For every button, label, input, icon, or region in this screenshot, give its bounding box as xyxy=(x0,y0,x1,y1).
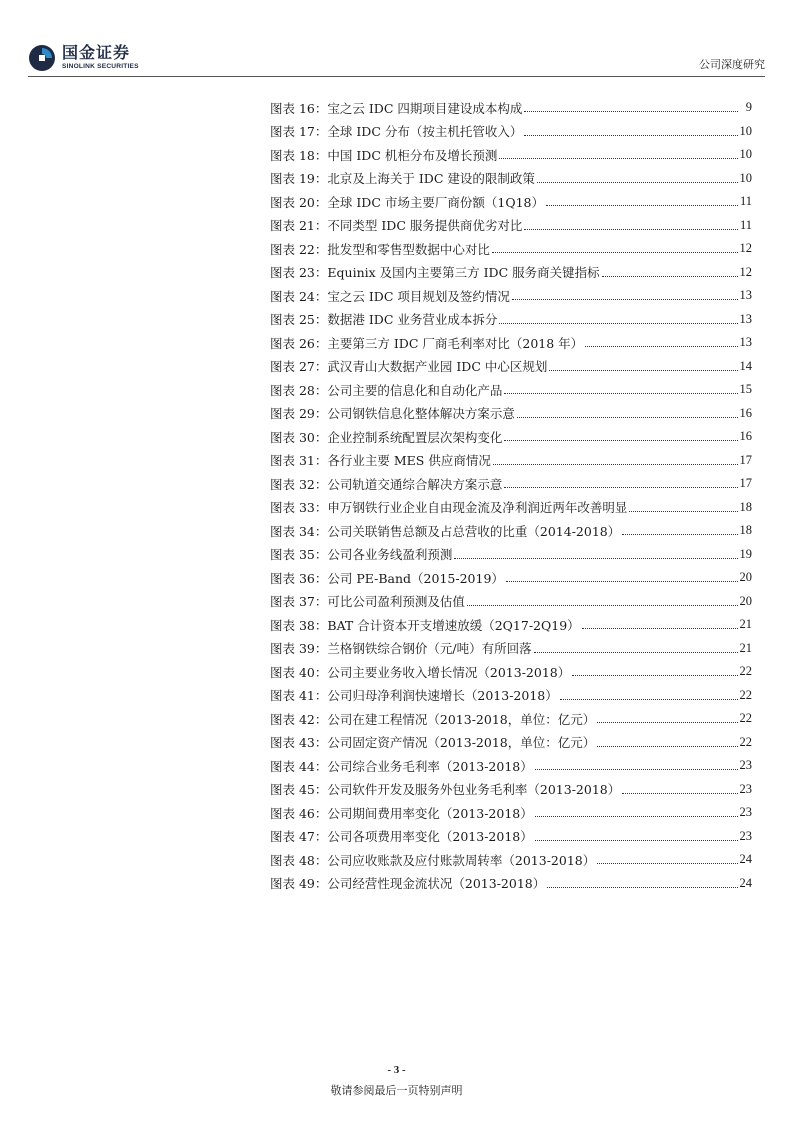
toc-entry-label: 图表 23： xyxy=(270,265,328,281)
toc-entry-page: 22 xyxy=(739,734,752,749)
toc-entry-label: 图表 17： xyxy=(270,124,328,140)
toc-entry-label: 图表 18： xyxy=(270,147,328,163)
toc-entry-title: 公司钢铁信息化整体解决方案示意 xyxy=(327,406,515,422)
toc-entry-page: 13 xyxy=(739,335,752,350)
toc-entry-title: 全球 IDC 市场主要厂商份额（1Q18） xyxy=(327,194,544,210)
toc-entry[interactable] xyxy=(270,566,752,590)
toc-entry[interactable] xyxy=(270,261,752,285)
toc-entry-label: 图表 27： xyxy=(270,359,328,375)
toc-entry-label: 图表 45： xyxy=(270,782,328,798)
company-logo xyxy=(28,44,139,72)
toc-entry-title: 主要第三方 IDC 厂商毛利率对比（2018 年） xyxy=(327,335,584,351)
toc-entry[interactable] xyxy=(270,425,752,449)
toc-entry-title: 数据港 IDC 业务营业成本拆分 xyxy=(327,312,498,328)
logo-chinese-name: 国金证券 xyxy=(62,43,131,63)
toc-entry-page: 13 xyxy=(739,311,752,326)
toc-dot-leader xyxy=(504,487,737,488)
toc-entry-title: 北京及上海关于 IDC 建设的限制政策 xyxy=(327,171,535,187)
toc-entry-page: 15 xyxy=(739,382,752,397)
toc-dot-leader xyxy=(546,205,738,206)
toc-entry[interactable] xyxy=(270,96,752,120)
toc-entry-label: 图表 44： xyxy=(270,758,328,774)
toc-entry-title: 不同类型 IDC 服务提供商优劣对比 xyxy=(327,218,523,234)
toc-entry-title: 宝之云 IDC 项目规划及签约情况 xyxy=(327,288,510,304)
toc-dot-leader xyxy=(629,511,737,512)
toc-entry[interactable] xyxy=(270,801,752,825)
toc-entry-page: 16 xyxy=(739,405,752,420)
toc-entry-title: 公司 PE-Band（2015-2019） xyxy=(327,570,504,586)
toc-entry-title: 公司期间费用率变化（2013-2018） xyxy=(327,805,533,821)
toc-entry[interactable] xyxy=(270,472,752,496)
toc-entry-title: 公司综合业务毛利率（2013-2018） xyxy=(327,758,533,774)
toc-entry-title: 公司应收账款及应付账款周转率（2013-2018） xyxy=(327,852,596,868)
toc-dot-leader xyxy=(493,464,738,465)
toc-entry-title: 可比公司盈利预测及估值 xyxy=(327,594,465,610)
toc-entry-page: 22 xyxy=(739,711,752,726)
toc-entry-page: 23 xyxy=(739,805,752,820)
toc-entry-label: 图表 39： xyxy=(270,641,328,657)
toc-dot-leader xyxy=(622,534,737,535)
toc-entry[interactable] xyxy=(270,731,752,755)
toc-entry-page: 24 xyxy=(739,875,752,890)
toc-entry-label: 图表 16： xyxy=(270,100,328,116)
toc-entry-title: 中国 IDC 机柜分布及增长预测 xyxy=(327,147,498,163)
toc-entry[interactable] xyxy=(270,449,752,473)
toc-entry-title: 申万钢铁行业企业自由现金流及净利润近两年改善明显 xyxy=(327,500,628,516)
toc-entry-page: 23 xyxy=(739,758,752,773)
toc-dot-leader xyxy=(504,393,737,394)
toc-entry-page: 11 xyxy=(739,194,752,209)
toc-entry-title: 公司固定资产情况（2013-2018，单位：亿元） xyxy=(327,735,596,751)
toc-dot-leader xyxy=(506,581,738,582)
toc-entry-page: 12 xyxy=(739,241,752,256)
toc-entry-label: 图表 31： xyxy=(270,453,328,469)
toc-entry-page: 22 xyxy=(739,664,752,679)
toc-entry[interactable] xyxy=(270,872,752,896)
toc-entry-page: 24 xyxy=(739,852,752,867)
toc-dot-leader xyxy=(535,769,738,770)
toc-entry[interactable] xyxy=(270,143,752,167)
toc-entry-label: 图表 22： xyxy=(270,241,328,257)
toc-entry[interactable] xyxy=(270,331,752,355)
toc-entry-label: 图表 24： xyxy=(270,288,328,304)
toc-entry-page: 10 xyxy=(739,147,752,162)
toc-entry-page: 11 xyxy=(739,217,752,232)
toc-entry-page: 19 xyxy=(739,546,752,561)
toc-entry-page: 17 xyxy=(739,452,752,467)
toc-entry[interactable] xyxy=(270,637,752,661)
toc-entry[interactable] xyxy=(270,543,752,567)
toc-entry-title: 武汉青山大数据产业园 IDC 中心区规划 xyxy=(327,359,548,375)
toc-entry-label: 图表 48： xyxy=(270,852,328,868)
toc-dot-leader xyxy=(547,887,737,888)
toc-entry-page: 20 xyxy=(739,570,752,585)
toc-entry[interactable] xyxy=(270,355,752,379)
toc-entry[interactable] xyxy=(270,237,752,261)
toc-entry-label: 图表 46： xyxy=(270,805,328,821)
toc-entry-title: 宝之云 IDC 四期项目建设成本构成 xyxy=(327,100,523,116)
toc-entry-title: 全球 IDC 分布（按主机托管收入） xyxy=(327,124,523,140)
toc-entry-title: 批发型和零售型数据中心对比 xyxy=(327,241,490,257)
toc-entry[interactable] xyxy=(270,308,752,332)
toc-entry-page: 13 xyxy=(739,288,752,303)
toc-entry[interactable] xyxy=(270,378,752,402)
footer-disclaimer: 敬请参阅最后一页特别声明 xyxy=(330,1084,463,1097)
toc-dot-leader xyxy=(537,182,738,183)
toc-entry-label: 图表 40： xyxy=(270,664,328,680)
sinolink-logo-icon xyxy=(28,44,56,72)
toc-entry-label: 图表 49： xyxy=(270,876,328,892)
toc-entry-page: 9 xyxy=(745,100,752,115)
toc-entry[interactable] xyxy=(270,707,752,731)
toc-entry[interactable] xyxy=(270,167,752,191)
toc-entry-title: 公司轨道交通综合解决方案示意 xyxy=(327,476,503,492)
toc-entry-title: 公司经营性现金流状况（2013-2018） xyxy=(327,876,546,892)
toc-entry-title: 各行业主要 MES 供应商情况 xyxy=(327,453,491,469)
toc-entry-page: 10 xyxy=(739,123,752,138)
toc-entry[interactable] xyxy=(270,778,752,802)
toc-entry-label: 图表 25： xyxy=(270,312,328,328)
toc-dot-leader xyxy=(560,699,738,700)
chart-index-list xyxy=(270,96,752,895)
toc-dot-leader xyxy=(597,722,737,723)
toc-entry-label: 图表 36： xyxy=(270,570,328,586)
toc-dot-leader xyxy=(535,816,738,817)
header-divider xyxy=(28,76,765,77)
toc-entry[interactable] xyxy=(270,214,752,238)
toc-entry-page: 18 xyxy=(739,499,752,514)
toc-entry-label: 图表 34： xyxy=(270,523,328,539)
toc-entry-page: 17 xyxy=(739,476,752,491)
toc-dot-leader xyxy=(549,370,737,371)
toc-entry-label: 图表 41： xyxy=(270,688,328,704)
toc-dot-leader xyxy=(597,863,737,864)
toc-dot-leader xyxy=(512,299,738,300)
toc-entry-page: 21 xyxy=(739,617,752,632)
toc-entry[interactable] xyxy=(270,519,752,543)
toc-entry[interactable] xyxy=(270,402,752,426)
toc-entry-page: 20 xyxy=(739,593,752,608)
toc-entry-title: 公司关联销售总额及占总营收的比重（2014-2018） xyxy=(327,523,621,539)
toc-dot-leader xyxy=(582,628,738,629)
toc-entry-title: 公司在建工程情况（2013-2018，单位：亿元） xyxy=(327,711,596,727)
toc-entry-label: 图表 43： xyxy=(270,735,328,751)
toc-dot-leader xyxy=(454,558,737,559)
toc-entry-page: 21 xyxy=(739,640,752,655)
page-header xyxy=(28,44,765,74)
toc-entry-title: 公司归母净利润快速增长（2013-2018） xyxy=(327,688,558,704)
toc-entry-label: 图表 35： xyxy=(270,547,328,563)
toc-entry-title: Equinix 及国内主要第三方 IDC 服务商关键指标 xyxy=(327,265,600,281)
toc-entry-label: 图表 30： xyxy=(270,429,328,445)
toc-entry-label: 图表 19： xyxy=(270,171,328,187)
toc-entry-title: 公司各项费用率变化（2013-2018） xyxy=(327,829,533,845)
toc-entry-label: 图表 32： xyxy=(270,476,328,492)
toc-entry[interactable] xyxy=(270,754,752,778)
page-number: - 3 - xyxy=(387,1064,406,1076)
toc-entry-label: 图表 33： xyxy=(270,500,328,516)
toc-entry-label: 图表 42： xyxy=(270,711,328,727)
report-type-label: 公司深度研究 xyxy=(699,58,765,71)
toc-entry[interactable] xyxy=(270,613,752,637)
toc-entry-page: 14 xyxy=(739,358,752,373)
toc-dot-leader xyxy=(499,323,737,324)
toc-entry-label: 图表 29： xyxy=(270,406,328,422)
toc-entry-label: 图表 26： xyxy=(270,335,328,351)
toc-dot-leader xyxy=(517,417,738,418)
toc-entry-page: 23 xyxy=(739,781,752,796)
toc-entry-label: 图表 38： xyxy=(270,617,328,633)
logo-english-name: SINOLINK SECURITIES xyxy=(62,63,139,71)
toc-entry-label: 图表 20： xyxy=(270,194,328,210)
toc-dot-leader xyxy=(534,652,738,653)
toc-entry[interactable] xyxy=(270,496,752,520)
toc-entry[interactable] xyxy=(270,848,752,872)
toc-entry-title: 企业控制系统配置层次架构变化 xyxy=(327,429,503,445)
toc-dot-leader xyxy=(535,840,738,841)
toc-dot-leader xyxy=(499,158,737,159)
toc-entry[interactable] xyxy=(270,684,752,708)
toc-entry-title: 公司主要的信息化和自动化产品 xyxy=(327,382,503,398)
toc-entry-label: 图表 37： xyxy=(270,594,328,610)
toc-dot-leader xyxy=(524,229,738,230)
toc-entry-label: 图表 28： xyxy=(270,382,328,398)
toc-dot-leader xyxy=(622,793,737,794)
toc-dot-leader xyxy=(602,276,738,277)
toc-entry-label: 图表 47： xyxy=(270,829,328,845)
toc-dot-leader xyxy=(492,252,738,253)
toc-entry-title: 公司主要业务收入增长情况（2013-2018） xyxy=(327,664,571,680)
toc-entry-label: 图表 21： xyxy=(270,218,328,234)
toc-entry-title: 公司各业务线盈利预测 xyxy=(327,547,453,563)
toc-entry-page: 10 xyxy=(739,170,752,185)
toc-entry[interactable] xyxy=(270,190,752,214)
toc-entry-title: BAT 合计资本开支增速放缓（2Q17-2Q19） xyxy=(327,617,580,633)
toc-dot-leader xyxy=(467,605,738,606)
toc-entry-page: 22 xyxy=(739,687,752,702)
toc-dot-leader xyxy=(504,440,737,441)
toc-entry-title: 公司软件开发及服务外包业务毛利率（2013-2018） xyxy=(327,782,621,798)
toc-entry-page: 23 xyxy=(739,828,752,843)
toc-entry[interactable] xyxy=(270,120,752,144)
toc-dot-leader xyxy=(585,346,737,347)
toc-dot-leader xyxy=(524,135,737,136)
toc-entry[interactable] xyxy=(270,825,752,849)
toc-entry-page: 12 xyxy=(739,264,752,279)
toc-entry-title: 兰格钢铁综合钢价（元/吨）有所回落 xyxy=(327,641,532,657)
toc-entry-page: 16 xyxy=(739,429,752,444)
toc-entry[interactable] xyxy=(270,590,752,614)
toc-dot-leader xyxy=(572,675,737,676)
toc-entry[interactable] xyxy=(270,660,752,684)
toc-entry[interactable] xyxy=(270,284,752,308)
toc-dot-leader xyxy=(524,111,738,112)
toc-entry-page: 18 xyxy=(739,523,752,538)
toc-dot-leader xyxy=(597,746,737,747)
